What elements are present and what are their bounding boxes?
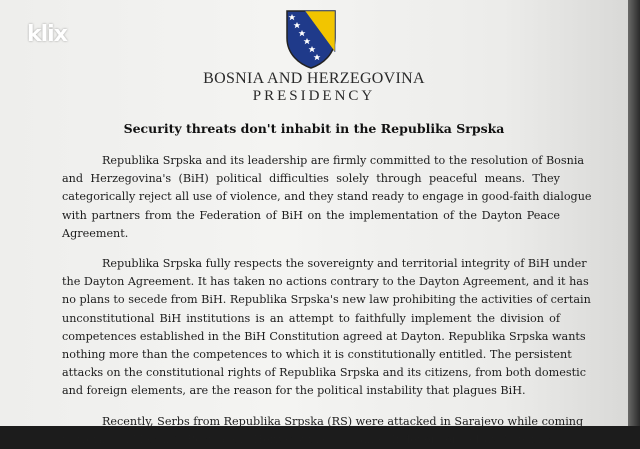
- body-line: unconstitutional BiH institutions is an attempt to faithfully implement the division of: [62, 311, 560, 325]
- document-body: [62, 152, 592, 449]
- document-headline: Security threats don't inhabit in the Republika Srpska: [123, 121, 505, 136]
- page-edge-shadow: [628, 0, 640, 426]
- body-line: Agreement.: [62, 226, 129, 240]
- body-line: Republika Srpska fully respects the sovereignty and territorial integrity of BiH under: [102, 257, 587, 271]
- body-line: with partners from the Federation of BiH on the implementation of the Dayton Peace: [62, 208, 560, 222]
- paragraph-2: [62, 255, 591, 401]
- paragraph-3: [62, 413, 584, 449]
- letterhead-country: BOSNIA AND HERZEGOVINA: [203, 70, 425, 87]
- body-line: attacks on the constitutional rights of Republika Srpska and its citizens, from both domestic: [62, 366, 586, 380]
- body-line: categorically reject all use of violence, and they stand ready to engage in good-faith dialogue: [62, 190, 592, 204]
- body-line: no plans to secede from BiH. Republika Srpska's new law prohibiting the activities of certain: [62, 293, 591, 307]
- body-line: and foreign elements, are the reason for the political instability that plagues BiH.: [62, 384, 526, 398]
- body-line: to work. On March 1, Bosnia and Herzegovina's so-called Independence Day, Muslims –: [62, 432, 560, 446]
- letterhead-institution: PRESIDENCY: [252, 88, 376, 104]
- body-line: the Dayton Agreement. It has taken no actions contrary to the Dayton Agreement, and it has: [62, 275, 589, 289]
- body-line: Recently, Serbs from Republika Srpska (RS) were attacked in Sarajevo while coming: [102, 414, 584, 428]
- body-line: competences established in the BiH Constitution agreed at Dayton. Republika Srpska wants: [62, 329, 586, 343]
- body-line: and Herzegovina's (BiH) political difficulties solely through peaceful means. They: [62, 172, 560, 186]
- klix-watermark-logo: klix: [27, 22, 67, 47]
- paragraph-1: [62, 152, 592, 243]
- body-line: nothing more than the competences to which it is constitutionally entitled. The persistent: [62, 348, 572, 362]
- body-line: Republika Srpska and its leadership are firmly committed to the resolution of Bosnia: [102, 154, 585, 167]
- coat-of-arms-icon: [283, 8, 339, 70]
